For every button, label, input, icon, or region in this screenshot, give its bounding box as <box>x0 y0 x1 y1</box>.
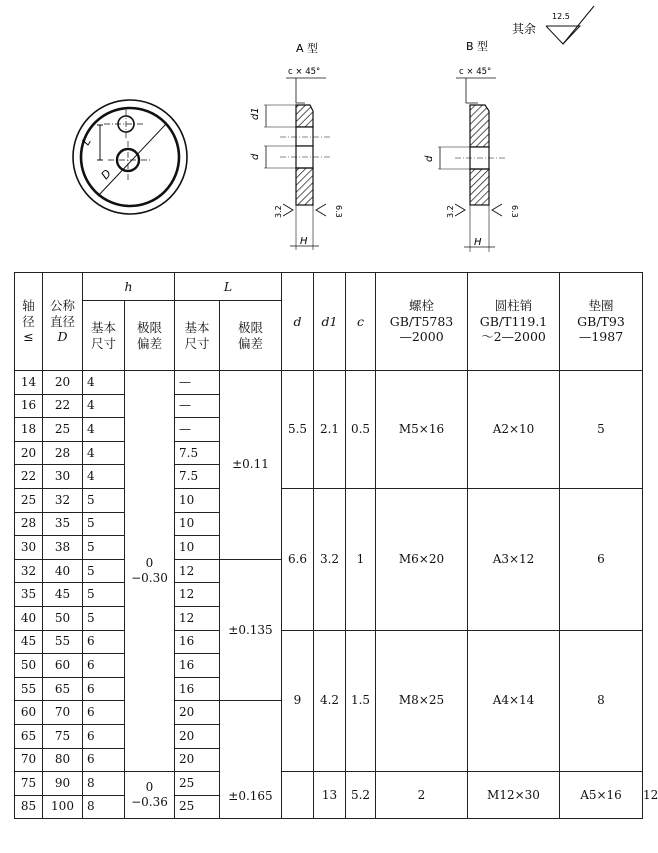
table-cell: A3×12 <box>468 488 560 630</box>
table-cell: 20 <box>15 441 43 465</box>
technical-drawing <box>0 0 650 265</box>
type-a-chamfer: c × 45° <box>288 67 321 77</box>
l-tolerance-2: ±0.135 <box>220 559 282 701</box>
table-cell: 10 <box>175 488 220 512</box>
table-cell: 12 <box>175 606 220 630</box>
type-a-d1-label: d1 <box>250 107 261 120</box>
table-cell: 5.5 <box>282 371 314 489</box>
table-cell: 90 <box>43 772 83 796</box>
table-cell: 4 <box>83 465 125 489</box>
table-cell: 80 <box>43 748 83 772</box>
table-cell: 60 <box>43 654 83 678</box>
type-b-d-label: d <box>424 155 435 162</box>
table-cell: 20 <box>175 701 220 725</box>
table-cell: 25 <box>15 488 43 512</box>
table-cell: 8 <box>83 772 125 796</box>
table-cell: 6 <box>83 701 125 725</box>
header-c: c <box>346 273 376 371</box>
table-cell: 10 <box>175 512 220 536</box>
table-cell: 32 <box>43 488 83 512</box>
table-cell: 16 <box>15 394 43 418</box>
type-b-roughness-right: 6.3 <box>510 205 519 218</box>
table-cell: 20 <box>175 748 220 772</box>
table-cell: 45 <box>15 630 43 654</box>
type-a-h-label: H <box>300 236 308 247</box>
table-cell: 5 <box>83 536 125 560</box>
table-cell: 70 <box>15 748 43 772</box>
table-cell: 50 <box>15 654 43 678</box>
table-cell: 8 <box>83 795 125 819</box>
rest-label: 其余 <box>512 22 537 36</box>
table-cell: 50 <box>43 606 83 630</box>
table-cell: 28 <box>43 441 83 465</box>
table-cell: 85 <box>15 795 43 819</box>
table-cell: M6×20 <box>376 488 468 630</box>
table-body <box>15 371 658 819</box>
table-cell: 55 <box>15 677 43 701</box>
table-cell: — <box>175 418 220 442</box>
table-cell: 2 <box>376 772 468 819</box>
table-cell: 35 <box>15 583 43 607</box>
type-b-section <box>438 78 505 252</box>
table-cell: 4 <box>83 394 125 418</box>
type-b-chamfer: c × 45° <box>459 67 492 77</box>
table-cell: 5 <box>83 512 125 536</box>
table-cell: 20 <box>43 371 83 395</box>
table-cell: 100 <box>43 795 83 819</box>
header-washer: 垫圈 GB/T93 —1987 <box>560 273 643 371</box>
header-pin: 圆柱销 GB/T119.1 ～2—2000 <box>468 273 560 371</box>
table-cell: 6 <box>83 748 125 772</box>
header-shaft: 轴 径 ≤ <box>15 273 43 371</box>
table-row <box>15 371 643 395</box>
table-cell: 6 <box>83 654 125 678</box>
table-cell: 7.5 <box>175 465 220 489</box>
table-cell: 5 <box>83 488 125 512</box>
table-cell: 13 <box>314 772 346 819</box>
header-l-basic: 基本 尺寸 <box>175 301 220 371</box>
table-cell: 16 <box>175 677 220 701</box>
l-tolerance-3: ±0.165 <box>220 701 282 819</box>
type-a-roughness-right: 6.3 <box>334 205 343 218</box>
header-h-basic: 基本 尺寸 <box>83 301 125 371</box>
table-cell: 14 <box>15 371 43 395</box>
type-a-section <box>264 78 330 250</box>
table-cell: 4 <box>83 441 125 465</box>
table-cell: A4×14 <box>468 630 560 772</box>
table-cell: 4.2 <box>314 630 346 772</box>
table-cell: 12 <box>175 583 220 607</box>
table-cell: — <box>175 371 220 395</box>
header-bolt: 螺栓 GB/T5783 —2000 <box>376 273 468 371</box>
header-l: L <box>175 273 282 301</box>
table-cell: 75 <box>15 772 43 796</box>
type-b-h-label: H <box>474 237 482 248</box>
table-cell: 5 <box>560 371 643 489</box>
type-a-label: A 型 <box>296 42 319 55</box>
table-cell: — <box>175 394 220 418</box>
table-cell: 3.2 <box>314 488 346 630</box>
table-cell: 65 <box>15 724 43 748</box>
table-row <box>15 630 643 654</box>
table-cell: 1 <box>346 488 376 630</box>
table-cell: 1.5 <box>346 630 376 772</box>
table-cell: 22 <box>15 465 43 489</box>
dim-big-d-label: D <box>98 167 114 183</box>
table-cell: 35 <box>43 512 83 536</box>
table-cell: 6.6 <box>282 488 314 630</box>
table-cell: 4 <box>83 418 125 442</box>
table-cell: 6 <box>83 724 125 748</box>
table-cell: 40 <box>15 606 43 630</box>
table-cell: 38 <box>43 536 83 560</box>
table-cell: 20 <box>175 724 220 748</box>
h-tolerance-1: 0 −0.30 <box>125 371 175 772</box>
table-cell: 16 <box>175 630 220 654</box>
table-cell: M8×25 <box>376 630 468 772</box>
table-cell: 5 <box>83 606 125 630</box>
l-tolerance-1: ±0.11 <box>220 371 282 560</box>
table-cell: 65 <box>43 677 83 701</box>
table-cell: M5×16 <box>376 371 468 489</box>
table-cell: M12×30 <box>468 772 560 819</box>
table-cell: 5 <box>83 583 125 607</box>
table-cell: 5.2 <box>346 772 376 819</box>
header-nominal-diameter: 公称 直径 D <box>43 273 83 371</box>
table-cell: 25 <box>175 795 220 819</box>
table-cell: 6 <box>560 488 643 630</box>
table-cell: 40 <box>43 559 83 583</box>
table-cell: 32 <box>15 559 43 583</box>
table-cell: 16 <box>175 654 220 678</box>
table-cell: 2.1 <box>314 371 346 489</box>
header-h-limit: 极限 偏差 <box>125 301 175 371</box>
table-cell: 45 <box>43 583 83 607</box>
table-cell: 30 <box>43 465 83 489</box>
table-cell: 30 <box>15 536 43 560</box>
type-a-roughness-left: 3.2 <box>274 205 283 218</box>
dimension-table <box>14 272 658 819</box>
type-b-label: B 型 <box>466 40 489 53</box>
table-cell: 0.5 <box>346 371 376 489</box>
table-cell: 28 <box>15 512 43 536</box>
table-cell: 10 <box>175 536 220 560</box>
table-cell: A2×10 <box>468 371 560 489</box>
table-cell: 25 <box>43 418 83 442</box>
top-view <box>73 100 187 214</box>
rest-roughness-value: 12.5 <box>552 12 570 21</box>
table-cell: 7.5 <box>175 441 220 465</box>
header-l-limit: 极限 偏差 <box>220 301 282 371</box>
table-cell: 12 <box>175 559 220 583</box>
table-cell: 6 <box>83 630 125 654</box>
table-cell: 4 <box>83 371 125 395</box>
table-cell: 18 <box>15 418 43 442</box>
l-tolerance-blank <box>282 772 314 819</box>
table-cell: A5×16 <box>560 772 643 819</box>
header-h: h <box>83 273 175 301</box>
table-cell: 8 <box>560 630 643 772</box>
table-cell: 5 <box>83 559 125 583</box>
table-cell: 9 <box>282 630 314 772</box>
table-row <box>15 488 643 512</box>
table-cell: 25 <box>175 772 220 796</box>
table-cell: 22 <box>43 394 83 418</box>
header-d1: d1 <box>314 273 346 371</box>
table-cell: 55 <box>43 630 83 654</box>
table-cell: 75 <box>43 724 83 748</box>
h-tolerance-2: 0 −0.36 <box>125 772 175 819</box>
table-cell: 6 <box>83 677 125 701</box>
header-d: d <box>282 273 314 371</box>
type-b-roughness-left: 3.2 <box>446 205 455 218</box>
type-a-d-label: d <box>250 153 261 160</box>
dim-l-label: L <box>79 135 94 148</box>
table-cell: 70 <box>43 701 83 725</box>
table-row: 75 90 8 0 −0.36 25 13 5.2 2 M12×30 A5×16 12 <box>15 772 643 796</box>
table-cell: 60 <box>15 701 43 725</box>
